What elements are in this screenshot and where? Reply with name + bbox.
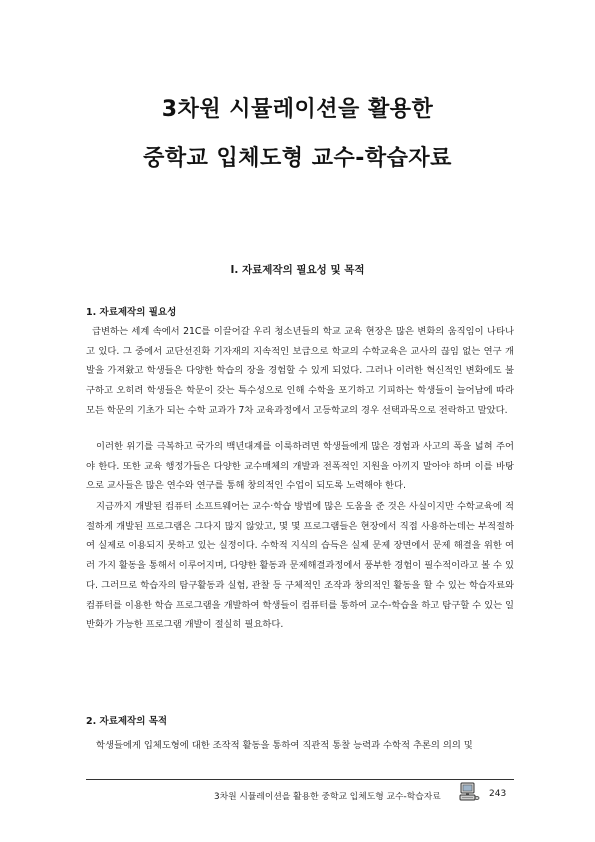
document-title-line1: 3차원 시뮬레이션을 활용한	[161, 97, 434, 122]
section-heading: Ⅰ. 자료제작의 필요성 및 목적	[230, 264, 365, 276]
body-paragraph-3: 지금까지 개발된 컴퓨터 소프트웨어는 교수·학습 방법에 많은 도움을 준 것은 사실이지만 수학교육에 적절하게 개발된 프로그램은 그다지 많지 않았고, 몇 몇 프로그램들은 현장에서 직접 사용하는데는 부적절하여 실제로 이용되지 못하고 있는 실정이다. 수학적 지식의 습득은 실제 문제 장면에서 문제 해결을 위한 여러 가지 활동을 통해서 이루어지며, 다양한 활동과 문제해결과정에서 풍부한 경험이 필수적이라고 볼 수 있다. 그러므로 학습자의 탐구활동과 실험, 관찰 등 구체적인 조작과 창의적인 활동을 할 수 있는 학습자료와 컴퓨터를 이용한 학습 프로그램을 개발하여 학생들이 컴퓨터를 통하여 교수-학습을 하고 탐구할 수 있는 일반화가 가능한 프로그램 개발이 절실히 필요하다.	[86, 501, 514, 631]
footer-running-title: 3차원 시뮬레이션을 활용한 중학교 입체도형 교수-학습자료	[214, 792, 441, 802]
page-number: 243	[489, 789, 507, 799]
body-paragraph-2: 이러한 위기를 극복하고 국가의 백년대계를 이룩하려면 학생들에게 많은 경험과 사고의 폭을 넓혀 주어야 한다. 또한 교육 행정가들은 다양한 교수매체의 개발과 전폭적인 지원을 아끼지 말아야 하며 이를 바탕으로 교사들은 많은 연수와 연구를 통해 창의적인 수업이 되도록 노력해야 한다.	[86, 441, 514, 492]
body-paragraph-1: 급변하는 세계 속에서 21C를 이끌어갈 우리 청소년들의 학교 교육 현장은 많은 변화의 움직임이 나타나고 있다. 그 중에서 교단선진화 기자재의 지속적인 보급으로 학교의 수학교육은 교사의 끊임 없는 연구 개발을 가져왔고 학생들은 다양한 학습의 장을 경험할 수 있게 되었다. 그러나 이러한 혁신적인 변화에도 불구하고 오히려 학생들은 학문이 갖는 특수성으로 인해 수학을 포기하고 기피하는 학생들이 늘어남에 따라 모든 학문의 기초가 되는 수학 교과가 7차 교육과정에서 고등학교의 경우 선택과목으로 전락하고 말았다.	[86, 326, 514, 416]
computer-icon	[458, 781, 480, 803]
subsection-heading-purpose: 2. 자료제작의 목적	[86, 716, 168, 727]
document-title-line2: 중학교 입체도형 교수-학습자료	[143, 146, 452, 171]
footer-rule	[86, 779, 514, 780]
body-paragraph-4: 학생들에게 입체도형에 대한 조작적 활동을 통하여 직관적 통찰 능력과 수학적 추론의 의의 및	[96, 740, 473, 751]
subsection-heading-necessity: 1. 자료제작의 필요성	[86, 307, 177, 318]
